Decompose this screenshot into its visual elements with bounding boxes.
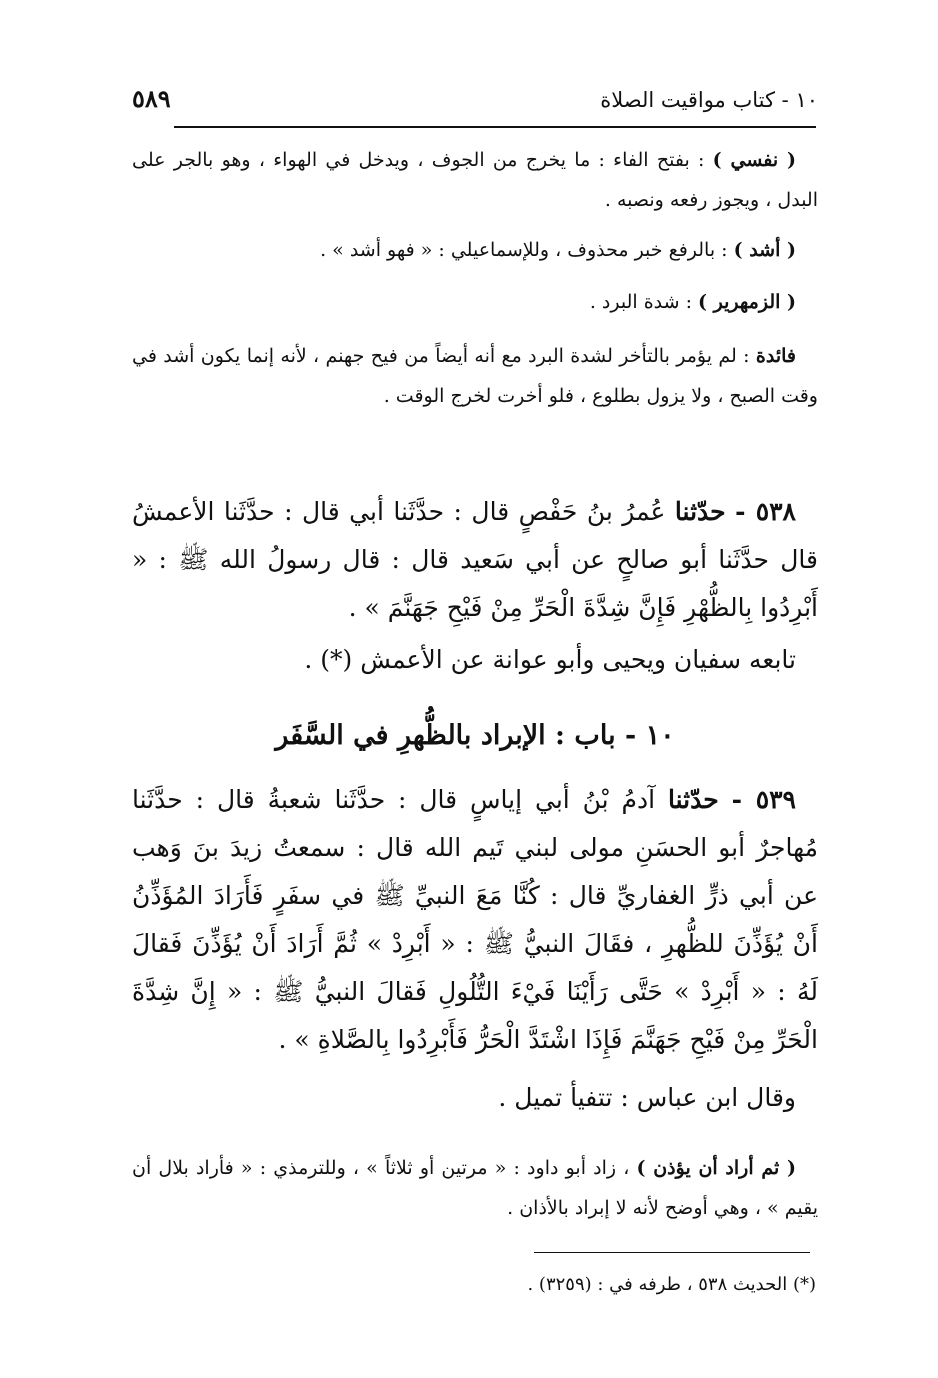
hadith-539-note: وقال ابن عباس : تتفيأ تميل .: [498, 1083, 796, 1112]
commentary-faida: [132, 336, 818, 416]
chapter-heading: ١٠ - باب : الإبراد بالظُّهرِ في السَّفَر: [275, 720, 675, 751]
commentary-lead: فائدة: [755, 345, 796, 367]
hadith-538: [132, 488, 818, 684]
footnote-rule: [534, 1252, 810, 1253]
commentary-text: : بالرفع خبر محذوف ، وللإسماعيلي : « فهو أشد » .: [320, 239, 734, 261]
hadith-538-note: تابعه سفيان ويحيى وأبو عوانة عن الأعمش (*) .: [304, 645, 796, 674]
hadith-538-text: [132, 488, 818, 632]
commentary-ashadd: [132, 230, 818, 270]
hadith-lead: حدّثنا: [674, 497, 726, 526]
hadith-number: ٥٣٨ -: [735, 497, 796, 526]
commentary-text: : بفتح الفاء : ما يخرج من الجوف ، ويدخل في الهواء ، وهو بالجر على البدل ، ويجوز رفعه ونصبه .: [132, 149, 818, 211]
hadith-body: آدمُ بْنُ أبي إياسٍ قال : حدَّثَنا شعبةُ قال : حدَّثَنا مُهاجرٌ أبو الحسَنِ مولى لبني تَيم الله قال : سمعتُ زيدَ بنَ وَهب عن أبي ذرٍّ الغفاريِّ قال : كُنَّا مَعَ النبيِّ ﷺ في سفَرٍ فَأَرَادَ المُؤَذِّنُ أَنْ يُؤَذِّنَ للظُّهرِ ، فقَالَ النبيُّ ﷺ : « أَبْرِدْ » ثُمَّ أَرَادَ أَنْ يُؤَذِّنَ فَقالَ لَهُ : « أَبْرِدْ » حَتَّى رَأَيْنَا فَيْءَ التُّلُولِ فَقالَ النبيُّ ﷺ : « إِنَّ شِدَّةَ الْحَرِّ مِنْ فَيْحِ جَهَنَّمَ فَإِذَا اشْتَدَّ الْحَرُّ فَأَبْرِدُوا بِالصَّلاةِ » .: [132, 785, 818, 1054]
commentary-nafsi: [132, 140, 818, 220]
commentary-zamharir: [132, 282, 818, 322]
commentary-top: [132, 140, 818, 416]
hadith-lead: حدّثنا: [668, 785, 719, 814]
hadith-number: ٥٣٩ -: [731, 785, 796, 814]
commentary-lead: ( نفسي ): [712, 149, 796, 171]
commentary-lead: ( الزمهرير ): [698, 291, 796, 313]
page-number: ٥٨٩: [132, 84, 171, 113]
running-title: ١٠ - كتاب مواقيت الصلاة: [600, 88, 818, 112]
commentary-text: ، زاد أبو داود : « مرتين أو ثلاثاً » ، وللترمذي : « فأراد بلال أن يقيم » ، وهي أوضح لأنه لا إبراد بالأذان .: [132, 1157, 818, 1219]
header-rule: [174, 126, 816, 128]
hadith-539-text: [132, 776, 818, 1064]
page-header: [128, 84, 818, 120]
commentary-text: : لم يؤمر بالتأخر لشدة البرد مع أنه أيضاً من فيح جهنم ، لأنه إنما يكون أشد في وقت الصبح ، ولا يزول بطلوع ، فلو أخرت لخرج الوقت .: [132, 345, 818, 407]
commentary-bottom: [132, 1148, 818, 1228]
commentary-lead: ( ثم أراد أن يؤذن ): [636, 1157, 797, 1179]
commentary-text: : شدة البرد .: [589, 291, 699, 313]
hadith-539: [132, 776, 818, 1122]
footnote: (*) الحديث ٥٣٨ ، طرفه في : (٣٢٥٩) .: [527, 1274, 816, 1295]
commentary-adhan: [132, 1148, 818, 1228]
commentary-lead: ( أشد ): [733, 239, 796, 261]
hadith-body: عُمرُ بنُ حَفْصٍ قال : حدَّثَنا أبي قال : حدَّثَنا الأعمشُ قال حدَّثَنا أبو صالحٍ عن أبي سَعيد قال : قال رسولُ الله ﷺ : « أَبْرِدُوا بِالظُّهْرِ فَإِنَّ شِدَّةَ الْحَرِّ مِنْ فَيْحِ جَهَنَّمَ » .: [132, 497, 818, 622]
